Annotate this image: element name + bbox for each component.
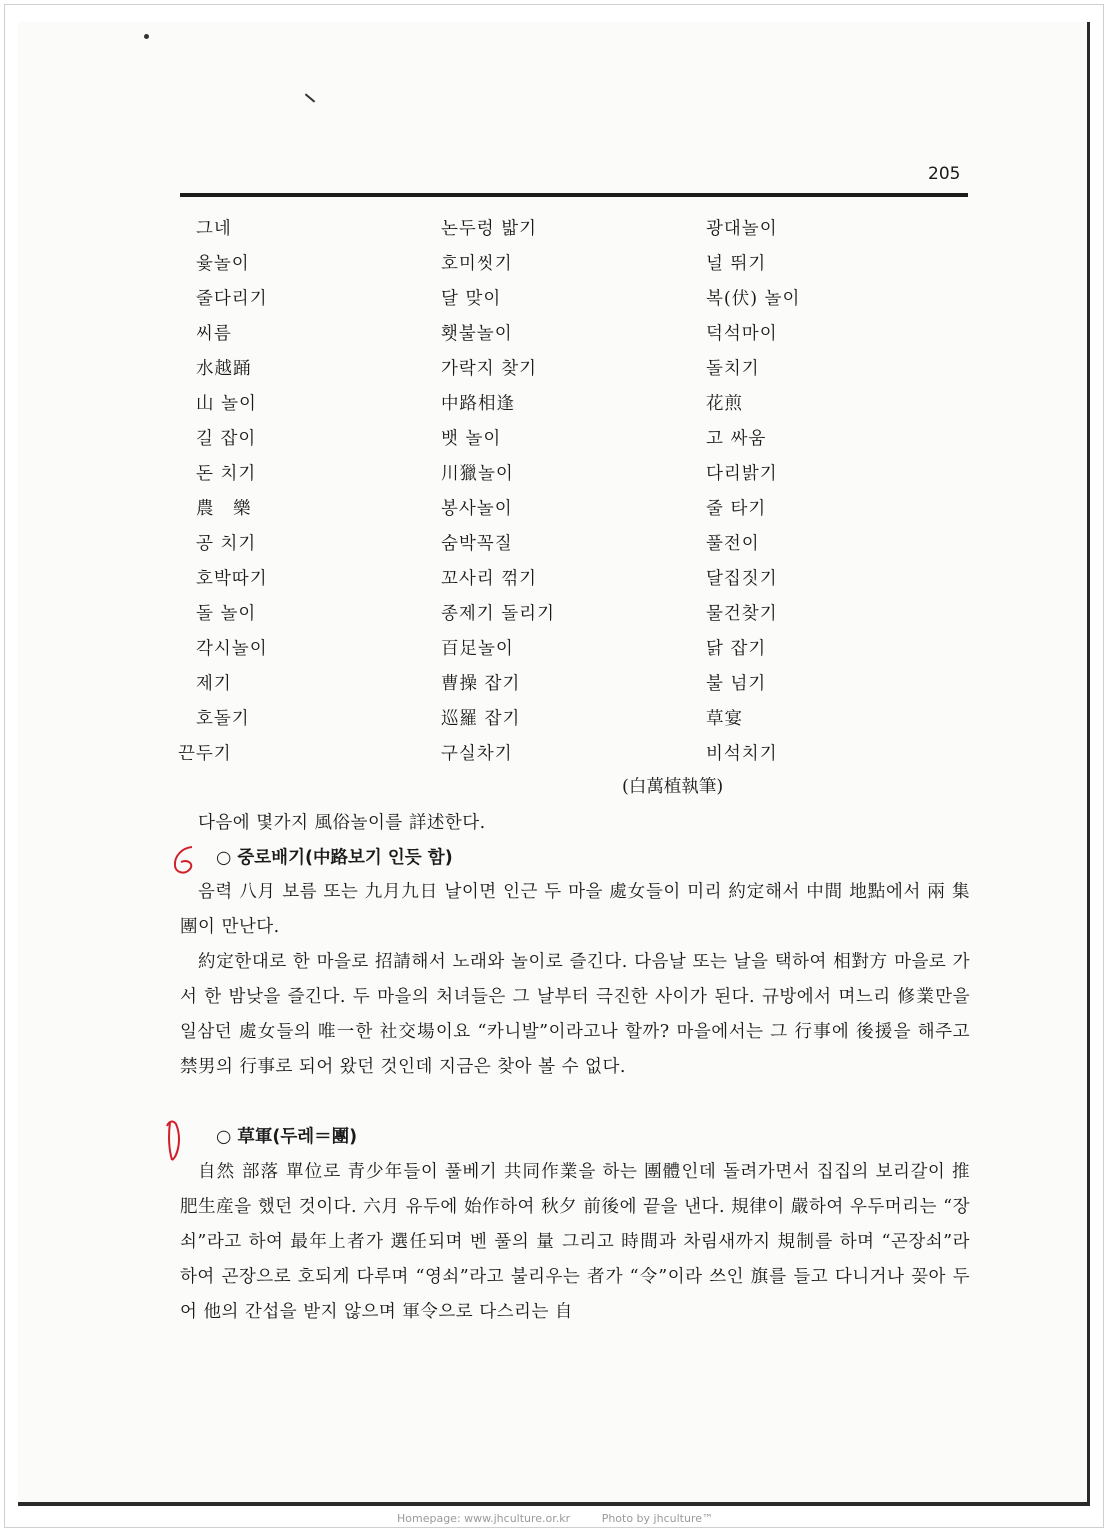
game-name: 길 잡이: [196, 429, 257, 449]
game-name: 광대놀이: [706, 219, 778, 239]
game-name: 百足놀이: [441, 639, 514, 659]
game-name: 끈두기: [178, 744, 232, 764]
game-name: 숨박꼭질: [441, 534, 513, 554]
game-name: 돌 놀이: [196, 604, 257, 624]
game-name: 복(伏) 놀이: [706, 289, 801, 309]
game-name: 가락지 찾기: [441, 359, 538, 379]
game-name: 中路相逢: [441, 394, 515, 414]
section-heading: ○ 중로배기(中路보기 인듯 함): [216, 848, 453, 868]
game-name: 巡羅 잡기: [441, 709, 521, 729]
game-name: 줄 타기: [706, 499, 767, 519]
game-name: 뱃 놀이: [441, 429, 502, 449]
game-name: 제기: [196, 674, 232, 694]
game-row: [0, 737, 1110, 771]
game-row: [0, 317, 1110, 351]
game-name: 曹操 잡기: [441, 674, 521, 694]
game-row: [0, 422, 1110, 456]
game-row: [0, 527, 1110, 561]
paragraph: 約定한대로 한 마을로 招請해서 노래와 놀이로 즐긴다. 다음날 또는 날을 택하여 相對方 마을로 가서 한 밤낮을 즐긴다. 두 마을의 처녀들은 그 날부터 극진한 사이가 된다. 규방에서 며느리 修業만을 일삼던 處女들의 唯一한 社交場이요 “카니발”이라고나 할까? 마을에서는 그 行事에 後援을 해주고 禁男의 行事로 되어 왔던 것인데 지금은 찾아 볼 수 없다.: [180, 952, 970, 1077]
game-name: 비석치기: [706, 744, 778, 764]
page-number: 205: [928, 164, 961, 184]
footer-photo-credit: Photo by jhculture™: [601, 1512, 713, 1525]
game-name: 줄다리기: [196, 289, 268, 309]
game-row: [0, 212, 1110, 246]
game-name: 農 樂: [196, 499, 252, 519]
game-name: 종제기 돌리기: [441, 604, 555, 624]
paragraph: 自然 部落 單位로 青少年들이 풀베기 共同作業을 하는 團體인데 돌려가면서 집집의 보리갈이 推肥生産을 했던 것이다. 六月 유두에 始作하여 秋夕 前後에 끝을 낸다. 規律이 嚴하여 우두머리는 “장쇠”라고 하여 最年上者가 選任되며 벤 풀의 量 그리고 時間과 차림새까지 規制를 하며 “곤장쇠”라 하여 곤장으로 호되게 다루며 “영쇠”라고 불리우는 者가 “令”이라 쓰인 旗를 들고 다니거나 꽂아 두어 他의 간섭을 받지 않으며 軍令으로 다스리는 自: [180, 1162, 970, 1322]
game-row: [0, 597, 1110, 631]
game-name: 불 넘기: [706, 674, 767, 694]
author-note: (白萬植執筆): [622, 777, 724, 797]
intro-text: 다음에 몇가지 風俗놀이를 詳述한다.: [198, 813, 486, 833]
game-name: 水越踊: [196, 359, 252, 379]
game-name: 川獵놀이: [441, 464, 514, 484]
game-name: 널 뛰기: [706, 254, 767, 274]
game-name: 달집짓기: [706, 569, 778, 589]
game-name: 구실차기: [441, 744, 513, 764]
game-name: 횃불놀이: [441, 324, 513, 344]
game-name: 씨름: [196, 324, 232, 344]
game-row: [0, 702, 1110, 736]
game-name: 각시놀이: [196, 639, 268, 659]
game-row: [0, 457, 1110, 491]
game-name: 돌치기: [706, 359, 760, 379]
game-row: [0, 352, 1110, 386]
scan-footer: [0, 1512, 1110, 1525]
handwritten-mark-6: [168, 842, 202, 878]
game-name: 닭 잡기: [706, 639, 767, 659]
game-row: [0, 667, 1110, 701]
game-name: 덕석마이: [706, 324, 778, 344]
game-name: 호돌기: [196, 709, 250, 729]
game-row: [0, 632, 1110, 666]
game-name: 봉사놀이: [441, 499, 513, 519]
game-name: 논두렁 밟기: [441, 219, 538, 239]
game-row: [0, 247, 1110, 281]
game-name: 고 싸움: [706, 429, 767, 449]
game-row: [0, 282, 1110, 316]
game-name: 그네: [196, 219, 232, 239]
game-name: 호박따기: [196, 569, 268, 589]
game-name: 윷놀이: [196, 254, 250, 274]
game-name: 花煎: [706, 394, 743, 414]
game-name: 달 맞이: [441, 289, 502, 309]
game-name: 草宴: [706, 709, 743, 729]
paragraph: 음력 八月 보름 또는 九月九日 날이면 인근 두 마을 處女들이 미리 約定해서 中間 地點에서 兩 集團이 만난다.: [180, 882, 970, 937]
header-rule: [180, 193, 968, 197]
game-name: 山 놀이: [196, 394, 257, 414]
game-name: 다리밝기: [706, 464, 778, 484]
game-name: 물건찾기: [706, 604, 778, 624]
footer-homepage: Homepage: www.jhculture.or.kr: [396, 1512, 571, 1525]
game-name: 풀전이: [706, 534, 760, 554]
game-name: 호미씻기: [441, 254, 513, 274]
game-row: [0, 387, 1110, 421]
scan-speck: [144, 34, 149, 39]
game-row: [0, 492, 1110, 526]
game-name: 공 치기: [196, 534, 257, 554]
game-name: 돈 치기: [196, 464, 257, 484]
game-row: [0, 562, 1110, 596]
section-heading: ○ 草軍(두레＝團): [216, 1127, 358, 1147]
game-name: 꼬사리 꺾기: [441, 569, 538, 589]
